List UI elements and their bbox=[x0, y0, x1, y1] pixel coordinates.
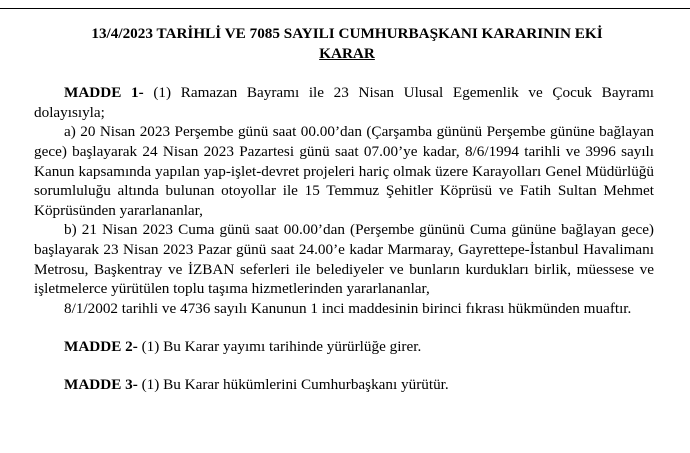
madde-1-closing: 8/1/2002 tarihli ve 4736 sayılı Kanunun 1 inci maddesinin birinci fıkrası hükmünden muaftır. bbox=[64, 299, 632, 317]
madde-1-intro-text: (1) Ramazan Bayramı ile 23 Nisan Ulusal Egemenlik ve Çocuk Bayramı dolayısıyla; bbox=[34, 84, 654, 121]
madde-3-label: MADDE 3- bbox=[64, 375, 138, 393]
madde-1-label: MADDE 1- bbox=[64, 84, 144, 102]
document-page bbox=[34, 24, 654, 395]
title-line-1: 13/4/2023 TARİHLİ VE 7085 SAYILI CUMHURBAŞKANI KARARININ EKİ bbox=[91, 25, 603, 42]
madde-3 bbox=[34, 375, 654, 395]
madde-3-text: (1) Bu Karar hükümlerini Cumhurbaşkanı yürütür. bbox=[137, 375, 449, 393]
madde-1-intro bbox=[34, 83, 654, 122]
madde-2-label: MADDE 2- bbox=[64, 338, 138, 356]
top-divider bbox=[0, 8, 690, 9]
madde-2 bbox=[34, 337, 654, 357]
madde-2-text: (1) Bu Karar yayımı tarihinde yürürlüğe girer. bbox=[137, 338, 422, 356]
madde-1-item-b: b) 21 Nisan 2023 Cuma günü saat 00.00’dan (Perşembe gününü Cuma gününe bağlayan gece) başlayarak 23 Nisan 2023 Pazar günü saat 24.00’e kadar Marmaray, Gayrettepe-İstanbul Havalimanı Metrosu, Başkentray ve İZBAN seferleri ile belediyeler ve bunların kurdukları birlik, müessese ve işletmelerce yürütülen toplu taşıma hizmetlerinden yararlananlar, bbox=[34, 221, 654, 298]
document-title bbox=[34, 24, 654, 63]
madde-1-item-a: a) 20 Nisan 2023 Perşembe günü saat 00.00’dan (Çarşamba gününü Perşembe gününe bağlayan gece) başlayarak 24 Nisan 2023 Pazartesi günü saat 07.00’ye kadar, 8/6/1994 tarihli ve 3996 sayılı Kanun kapsamında yapılan yap-işlet-devret projeleri hariç olmak üzere Karayolları Genel Müdürlüğü sorumluluğu altında bulunan otoyollar ile 15 Temmuz Şehitler Köprüsü ve Fatih Sultan Mehmet Köprüsünden yararlananlar, bbox=[34, 123, 654, 219]
title-line-2: KARAR bbox=[319, 44, 375, 62]
